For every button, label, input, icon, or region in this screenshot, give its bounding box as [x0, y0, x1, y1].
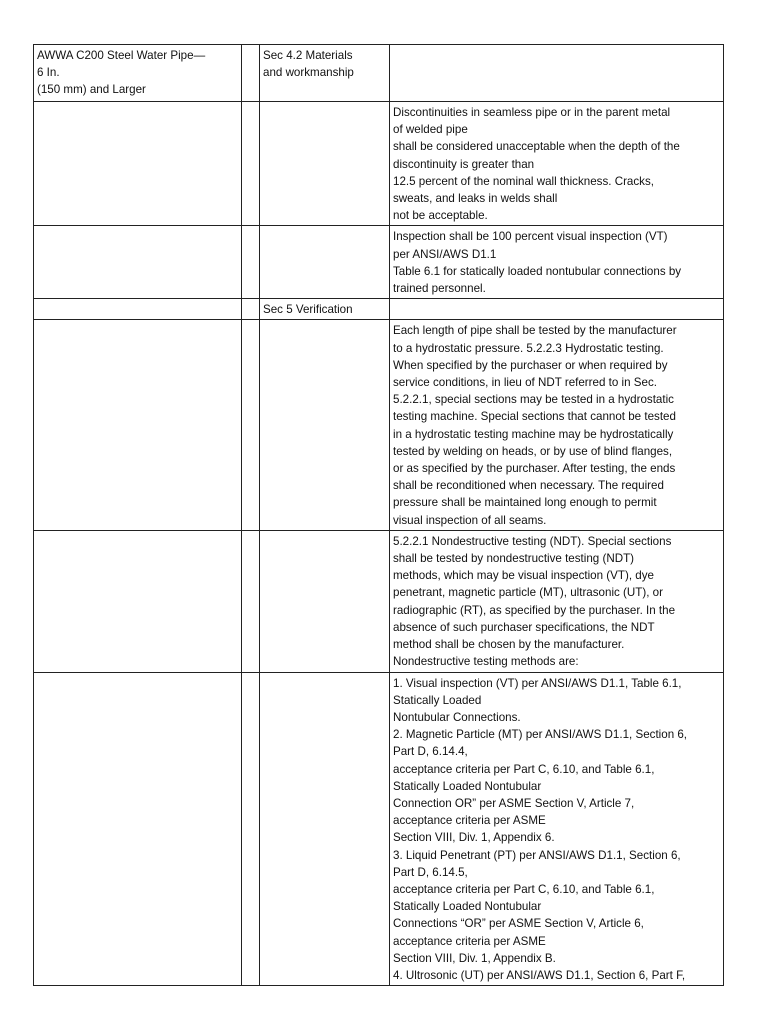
empty-cell — [260, 672, 390, 986]
empty-cell — [34, 320, 242, 530]
hydrostatic-cell: Each length of pipe shall be tested by the manufacturer to a hydrostatic pressure. 5.2.2.3 Hydrostatic testing. When specified by the purchaser or when required by service conditions, in lieu of NDT referred to in Sec. 5.2.2.1, special sections may be tested in a hydrostatic testing machine. Special sections that cannot be tested in a hydrostatic testing machine may be hydrostatically tested by welding on heads, or by use of blind flanges, or as specified by the purchaser. After testing, the ends shall be reconditioned when necessary. The required pressure shall be maintained long enough to permit visual inspection of all seams. — [390, 320, 724, 530]
empty-cell — [260, 530, 390, 672]
empty-cell — [260, 320, 390, 530]
inspection-cell: Inspection shall be 100 percent visual inspection (VT) per ANSI/AWS D1.1 Table 6.1 for statically loaded nontubular connections by trained personnel. — [390, 226, 724, 299]
table-row-header — [34, 45, 724, 102]
table-row — [34, 226, 724, 299]
empty-cell — [242, 530, 260, 672]
empty-cell — [242, 45, 260, 102]
table-row — [34, 320, 724, 530]
empty-cell — [34, 226, 242, 299]
empty-cell — [34, 102, 242, 226]
ndt-methods-cell: 1. Visual inspection (VT) per ANSI/AWS D1.1, Table 6.1, Statically Loaded Nontubular Connections. 2. Magnetic Particle (MT) per ANSI/AWS D1.1, Section 6, Part D, 6.14.4, acceptance criteria per Part C, 6.10, and Table 6.1, Statically Loaded Nontubular Connection OR” per ASME Section V, Article 7, acceptance criteria per ASME Section VIII, Div. 1, Appendix 6. 3. Liquid Penetrant (PT) per ANSI/AWS D1.1, Section 6, Part D, 6.14.5, acceptance criteria per Part C, 6.10, and Table 6.1, Statically Loaded Nontubular Connections “OR” per ASME Section V, Article 6, acceptance criteria per ASME Section VIII, Div. 1, Appendix B. 4. Ultrosonic (UT) per ANSI/AWS D1.1, Section 6, Part F, — [390, 672, 724, 986]
empty-cell — [242, 226, 260, 299]
empty-cell — [34, 672, 242, 986]
empty-cell — [260, 226, 390, 299]
spec-table — [33, 44, 724, 986]
empty-cell — [34, 530, 242, 672]
empty-cell — [242, 299, 260, 320]
table-row — [34, 102, 724, 226]
table-row — [34, 299, 724, 320]
table-row — [34, 530, 724, 672]
standard-title-cell: AWWA C200 Steel Water Pipe— 6 In. (150 mm) and Larger — [34, 45, 242, 102]
empty-cell — [260, 102, 390, 226]
section-materials-cell: Sec 4.2 Materials and workmanship — [260, 45, 390, 102]
discontinuities-cell: Discontinuities in seamless pipe or in the parent metal of welded pipe shall be considered unacceptable when the depth of the discontinuity is greater than 12.5 percent of the nominal wall thickness. Cracks, sweats, and leaks in welds shall not be acceptable. — [390, 102, 724, 226]
table-row — [34, 672, 724, 986]
section-verification-cell: Sec 5 Verification — [260, 299, 390, 320]
empty-cell — [242, 672, 260, 986]
empty-cell — [242, 102, 260, 226]
empty-cell — [242, 320, 260, 530]
empty-cell — [34, 299, 242, 320]
ndt-cell: 5.2.2.1 Nondestructive testing (NDT). Special sections shall be tested by nondestructive testing (NDT) methods, which may be visual inspection (VT), dye penetrant, magnetic particle (MT), ultrasonic (UT), or radiographic (RT), as specified by the purchaser. In the absence of such purchaser specifications, the NDT method shall be chosen by the manufacturer. Nondestructive testing methods are: — [390, 530, 724, 672]
empty-cell — [390, 45, 724, 102]
empty-cell — [390, 299, 724, 320]
